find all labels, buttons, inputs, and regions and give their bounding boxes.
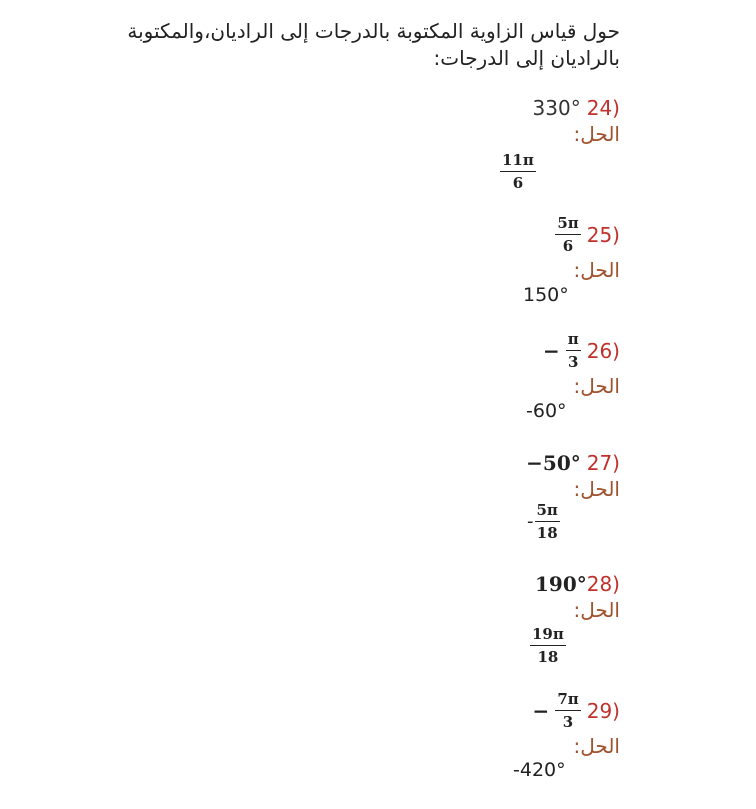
problem-25-question — [555, 214, 620, 255]
problem-28-answer-fraction — [530, 625, 566, 666]
fraction-numerator: 11π — [500, 151, 536, 172]
problem-27-answer — [527, 501, 560, 542]
fraction-denominator: 18 — [537, 648, 559, 666]
problem-24-number: 24) — [586, 96, 620, 120]
fraction-numerator: 5π — [535, 501, 560, 522]
problem-25-fraction — [555, 214, 580, 255]
problem-24-answer — [500, 148, 536, 192]
fraction-numerator: 19π — [530, 625, 566, 646]
problem-25-number: 25) — [586, 222, 620, 247]
fraction-denominator: 6 — [562, 237, 574, 255]
problem-24-question — [533, 96, 620, 120]
fraction-denominator: 6 — [512, 174, 524, 192]
problem-29-solution-label: الحل: — [573, 734, 620, 758]
fraction-denominator: 18 — [536, 524, 558, 542]
problem-29-answer: -420° — [513, 759, 566, 781]
problem-24-answer-fraction — [500, 151, 536, 192]
problem-27-angle: −50° — [526, 451, 581, 475]
problem-26-number: 26) — [586, 338, 620, 363]
problem-28-number: 28) — [586, 572, 620, 596]
problem-28-solution-label: الحل: — [573, 598, 620, 622]
problem-27-answer-fraction — [535, 501, 560, 542]
problem-27-solution-label: الحل: — [573, 477, 620, 501]
fraction-numerator: π — [566, 330, 581, 351]
instructions-text: حول قياس الزاوية المكتوبة بالدرجات إلى الراديان،والمكتوبة بالراديان إلى الدرجات: — [127, 19, 620, 70]
problem-28-angle: 190° — [534, 572, 587, 596]
problem-27-number: 27) — [586, 451, 620, 475]
problem-26-solution-label: الحل: — [573, 374, 620, 398]
problem-25-solution-label: الحل: — [573, 258, 620, 282]
fraction-numerator: 5π — [555, 214, 580, 235]
minus-sign: − — [542, 338, 560, 363]
fraction-denominator: 3 — [562, 713, 574, 731]
problem-28-question — [535, 572, 620, 596]
fraction-numerator: 7π — [555, 690, 580, 711]
minus-sign: − — [532, 698, 550, 723]
problem-29-number: 29) — [586, 698, 620, 723]
problem-24-angle: 330° — [532, 96, 581, 120]
problem-24-solution-label: الحل: — [573, 122, 620, 146]
problem-25-answer: 150° — [523, 284, 569, 306]
fraction-denominator: 3 — [568, 353, 579, 371]
problem-26-question — [543, 330, 620, 371]
problem-29-question — [533, 690, 620, 731]
problem-26-answer: -60° — [526, 400, 567, 422]
problem-29-fraction — [555, 690, 580, 731]
problem-28-answer — [530, 622, 566, 666]
minus-sign: - — [527, 511, 534, 532]
problem-27-question — [526, 451, 620, 475]
problem-26-fraction — [566, 330, 581, 371]
